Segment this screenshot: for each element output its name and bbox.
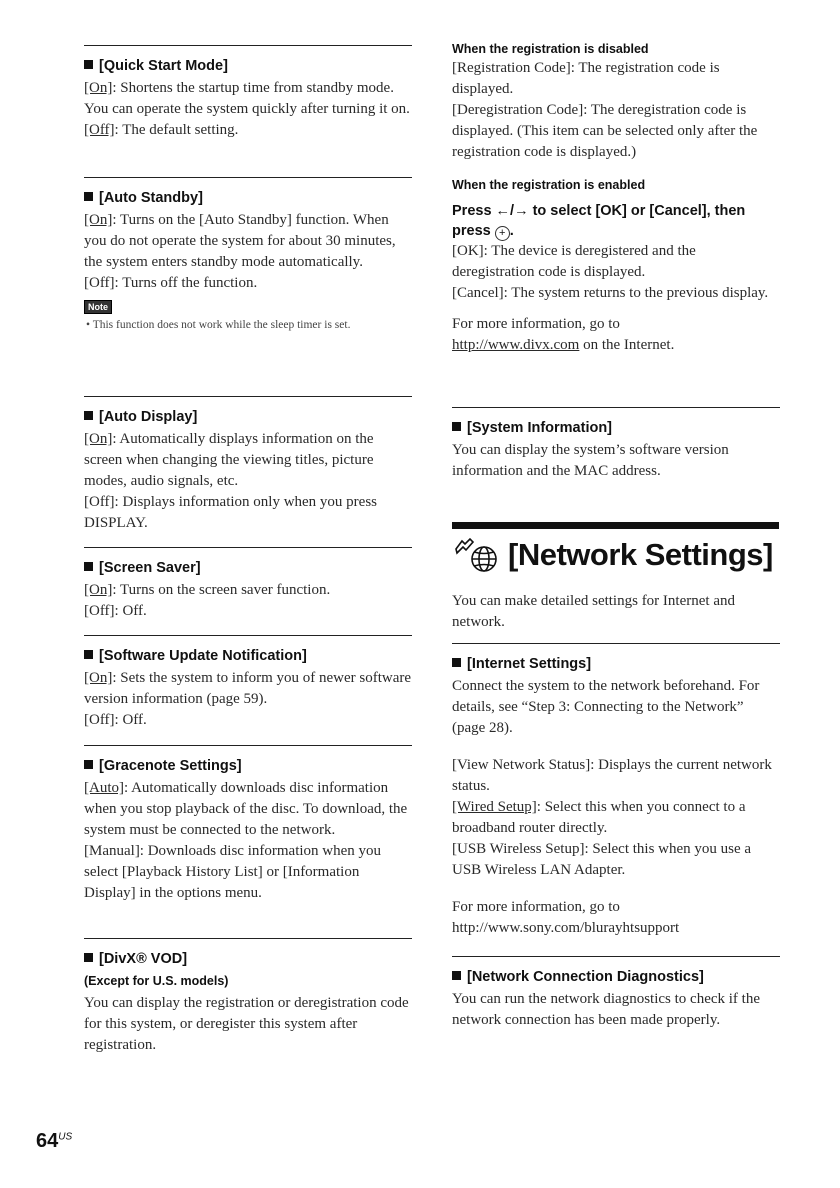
gracenote-section: [Gracenote Settings] [Auto]: Automatically downloads disc information when you stop playback of the disc. To download, the system must be connected to the network. [Manual]: Downloads disc information when you select [Playback History List] or [Information Display] in the options menu. [84,745,412,904]
on-option: [On] [84,431,113,447]
note-text: • This function does not work while the sleep timer is set. [86,319,351,331]
bullet-square-icon [84,60,93,69]
gracenote-heading: [Gracenote Settings] [99,758,242,774]
internet-settings-heading: [Internet Settings] [467,656,592,672]
on-option: [On] [84,80,113,96]
network-intro: You can make detailed settings for Internet and network. [452,593,735,630]
divx-text: You can display the registration or deregistration code for this system, or deregister this system after registration. [84,995,409,1053]
auto-standby-heading: [Auto Standby] [99,190,203,206]
sony-support-link[interactable]: http://www.sony.com/blurayhtsupport [452,920,680,936]
off-option-line: [Off]: Displays information only when you press DISPLAY. [84,494,378,531]
screen-saver-heading: [Screen Saver] [99,560,201,576]
divx-heading: [DivX® VOD] [99,951,188,967]
bullet-square-icon [84,562,93,571]
system-info-heading: [System Information] [467,420,613,436]
software-update-section: [Software Update Notification] [On]: Sets the system to inform you of newer software version information (page 59). [Off]: Off. [84,635,412,731]
registration-enabled-section: When the registration is enabled Press ←/→ to select [OK] or [Cancel], then press + . [OK]: The device is deregistered and the deregistration code is displayed. [Cancel]: The system returns to the previous display. For more information, go to http://www.divx.com on the Internet. [452,177,780,356]
note-badge: Note [84,300,112,314]
off-option-line: [Off]: Off. [84,712,147,728]
auto-display-heading: [Auto Display] [99,409,198,425]
network-settings-title: [Network Settings] [508,537,773,572]
software-update-heading: [Software Update Notification] [99,648,307,664]
off-option-line: [Off]: Turns off the function. [84,275,258,291]
enter-button-icon: + [495,226,510,241]
divx-section [84,938,412,1056]
network-diagnostics-heading: [Network Connection Diagnostics] [467,969,704,985]
on-option: [On] [84,670,113,686]
screen-saver-section: [Screen Saver] [On]: Turns on the screen saver function. [Off]: Off. [84,547,412,622]
page-number: $64^{US}$ [36,1130,73,1152]
network-settings-icon [452,535,500,575]
off-option: [Off] [84,122,115,138]
quick-start-section: [Quick Start Mode] [On]: Shortens the startup time from standby mode. You can operate the system quickly after turning it on. [Off]: The default setting. [84,45,412,141]
registration-enabled-subheading: When the registration is enabled [452,178,646,192]
quick-start-heading: [Quick Start Mode] [99,58,228,74]
on-option: [On] [84,212,113,228]
bullet-square-icon [452,658,461,667]
network-diagnostics-section: [Network Connection Diagnostics] You can run the network diagnostics to check if the network connection has been made properly. [452,956,780,1031]
bullet-square-icon [84,953,93,962]
bullet-square-icon [452,971,461,980]
network-settings-banner [452,522,779,633]
system-info-section: [System Information] You can display the system’s software version information and the MAC address. [452,407,780,482]
bullet-square-icon [84,760,93,769]
auto-display-section: [Auto Display] [On]: Automatically displays information on the screen when changing the viewing titles, picture modes, audio signals, etc. [Off]: Displays information only when you press DISPLAY. [84,396,412,534]
internet-settings-section: [Internet Settings] Connect the system to the network beforehand. For details, see “Step 3: Connecting to the Network” (page 28). [View Network Status]: Displays the current network status. [Wired Setup]: Select this when you connect to a broadband router directly. [USB Wireless Setup]: Select this when you use a USB Wireless LAN Adapter. For more information, go to http://www.sony.com/blurayhtsupport [452,643,780,939]
on-option: [On] [84,582,113,598]
bullet-square-icon [84,650,93,659]
manual-option-line: [Manual]: Downloads disc information when you select [Playback History List] or [Information Display] in the options menu. [84,843,382,901]
wired-setup-option: [Wired Setup] [452,799,537,815]
registration-disabled-subheading: When the registration is disabled [452,42,649,56]
bullet-square-icon [452,422,461,431]
auto-standby-section: [Auto Standby] [On]: Turns on the [Auto Standby] function. When you do not operate the system for about 30 minutes, the system enters standby mode automatically. [Off]: Turns off the function. Note • This function does not work while the sleep timer is set. [84,177,412,333]
step-instruction: Press ←/→ to select [OK] or [Cancel], then press + . [452,203,746,239]
divx-subheading: (Except for U.S. models) [84,974,229,988]
off-option-line: [Off]: Off. [84,603,147,619]
bullet-square-icon [84,192,93,201]
auto-option: [Auto] [84,780,124,796]
divx-link[interactable]: http://www.divx.com [452,337,580,353]
bullet-square-icon [84,411,93,420]
registration-disabled-section: When the registration is disabled [Registration Code]: The registration code is displayed. [Deregistration Code]: The deregistration code is displayed. (This item can be selected only after the registration code is displayed.) [452,41,780,163]
